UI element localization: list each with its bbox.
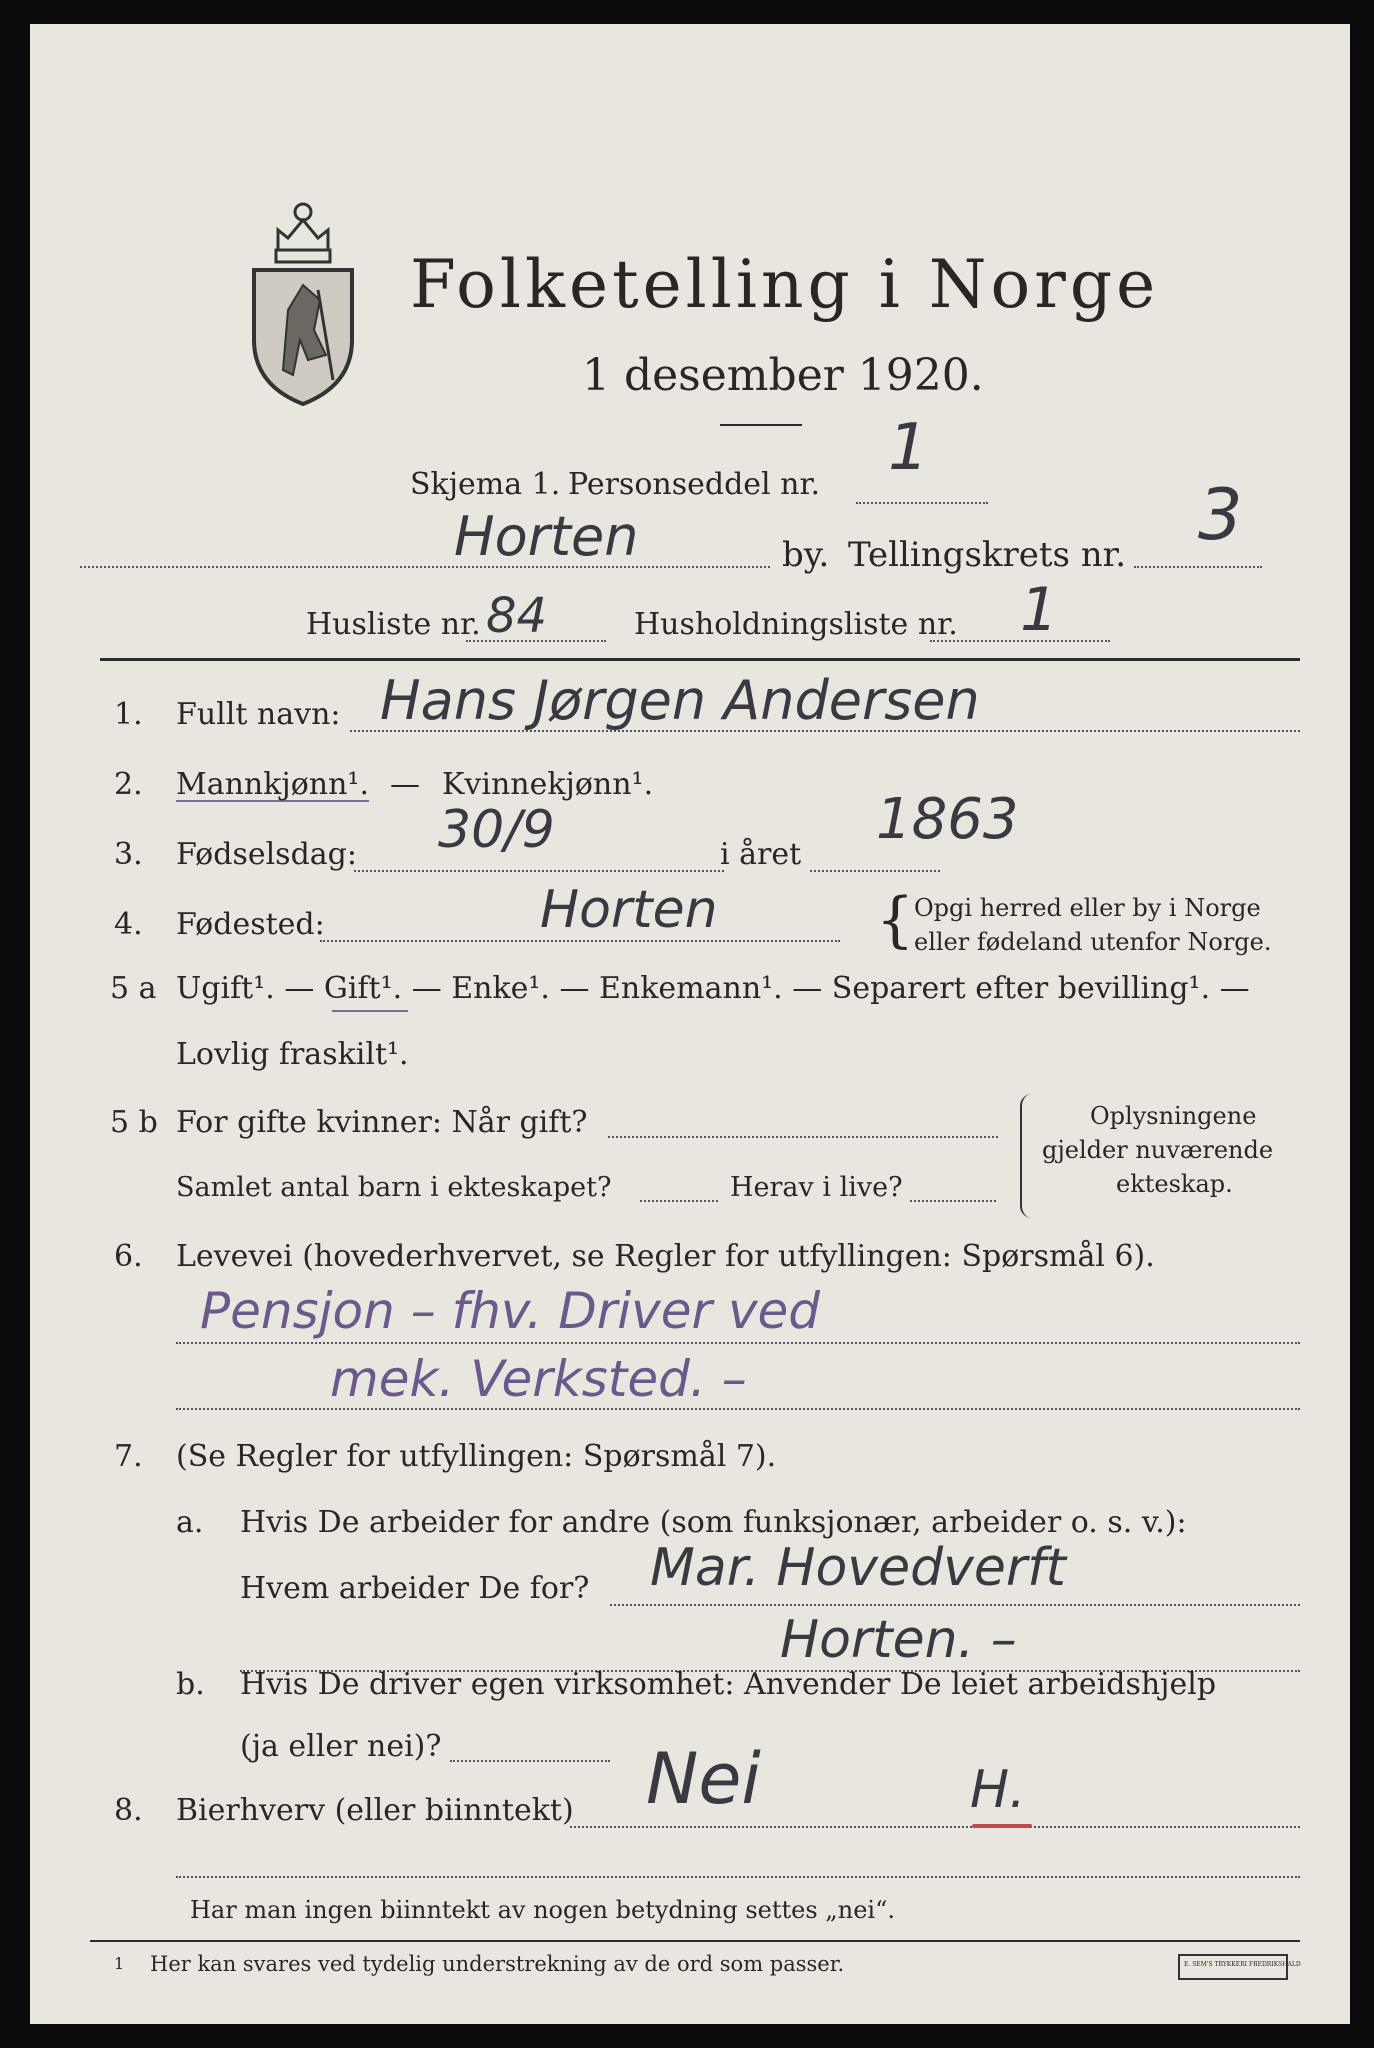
q7b-line [450,1760,610,1762]
skjema-label: Skjema 1. [410,467,561,502]
q8-line-1 [570,1826,1300,1828]
husholdning-label: Husholdningsliste nr. [634,607,958,642]
footnote-mark: 1 [114,1954,125,1973]
q8-value: Nei [646,1738,761,1820]
q5b-bracket [1020,1094,1036,1218]
q4-note-line1: Opgi herred eller by i Norge [914,894,1261,922]
q7a-letter: a. [176,1505,204,1540]
q5b-number: 5 b [110,1105,158,1140]
coat-of-arms-icon [248,190,358,408]
footer-divider [90,1940,1300,1942]
q3-label: Fødselsdag: [176,837,357,872]
q8-mark: H. [970,1760,1026,1820]
printer-stamp: E. SEM'S TRYKKERI FREDRIKSHALD [1178,1954,1288,1980]
q5b-live-line [910,1200,996,1202]
q2-number: 2. [114,767,143,802]
q6-value-line2: mek. Verksted. – [330,1350,747,1408]
husholdning-value: 1 [1020,575,1059,645]
q7b-line2: (ja eller nei)? [240,1729,442,1764]
q3-year-line [810,870,940,872]
q1-label: Fullt navn: [176,697,341,732]
q1-number: 1. [114,697,143,732]
q5b-label3: Herav i live? [730,1172,903,1203]
personseddel-label: Personseddel nr. [568,467,821,502]
q3-day-line [354,870,724,872]
q5b-label2: Samlet antal barn i ekteskapet? [176,1172,612,1203]
q7a-value1: Mar. Hovedverft [650,1538,1066,1598]
q5a-line2: Lovlig fraskilt¹. [176,1037,409,1072]
tellingskrets-value: 3 [1198,474,1243,556]
tellingskrets-line [1134,566,1262,568]
q6-value-line1: Pensjon – fhv. Driver ved [200,1282,821,1340]
q5b-note-line1: Oplysningene [1090,1102,1257,1130]
q5b-note-line2: gjelder nuværende [1042,1136,1274,1164]
tellingskrets-label: Tellingskrets nr. [848,535,1127,575]
q6-line1 [176,1342,1300,1344]
q6-line2 [176,1408,1300,1410]
q8-line-2 [176,1876,1300,1878]
footer-note: Har man ingen biinntekt av nogen betydning settes „nei“. [190,1896,895,1924]
q5b-gift-line [608,1136,998,1138]
title-divider [720,424,802,426]
q3-day-value: 30/9 [438,800,555,860]
q6-number: 6. [114,1239,143,1274]
q5b-label1: For gifte kvinner: Når gift? [176,1105,588,1140]
q7b-line1: Hvis De driver egen virksomhet: Anvender De leiet arbeidshjelp [240,1667,1217,1702]
q4-number: 4. [114,907,143,942]
q3-year-value: 1863 [876,787,1019,852]
q7a-line-1 [610,1604,1300,1606]
q2-female: Kvinnekjønn¹. [442,767,654,802]
personseddel-line [856,502,988,504]
q7a-line1: Hvis De arbeider for andre (som funksjonær, arbeider o. s. v.): [240,1505,1187,1540]
census-form [30,24,1350,2024]
husliste-value: 84 [486,588,548,644]
personseddel-value: 1 [888,411,929,485]
q5b-note-line3: ekteskap. [1116,1170,1233,1198]
q7-number: 7. [114,1439,143,1474]
form-date: 1 desember 1920. [582,350,984,401]
by-label: by. [782,535,830,575]
q5a-line1: Ugift¹. — Gift¹. — Enke¹. — Enkemann¹. — Separert efter bevilling¹. — [176,971,1250,1006]
q7b-letter: b. [176,1667,205,1702]
q5a-number: 5 a [110,971,157,1006]
q2-male: Mannkjønn¹. [176,767,369,802]
q6-label: Levevei (hovederhvervet, se Regler for utfyllingen: Spørsmål 6). [176,1239,1155,1274]
q8-label: Bierhverv (eller biinntekt) [176,1793,574,1828]
q8-red-mark [972,1824,1032,1828]
q4-note-line2: eller fødeland utenfor Norge. [914,928,1272,956]
header-divider [100,658,1300,661]
q3-year-label: i året [720,837,802,872]
q4-line [320,940,840,942]
footnote-text: Her kan svares ved tydelig understrekning av de ord som passer. [150,1952,845,1976]
q4-brace: { [876,885,915,955]
q7a-value2: Horten. – [780,1610,1017,1670]
q2-sep: — [390,767,420,802]
town-value: Horten [454,505,639,568]
q5a-gift-underline [332,1010,408,1012]
q4-value: Horten [540,880,718,940]
town-line [80,566,770,568]
q3-number: 3. [114,837,143,872]
q4-label: Fødested: [176,907,325,942]
q1-value: Hans Jørgen Andersen [380,669,980,732]
form-title: Folketelling i Norge [410,246,1160,323]
q5b-barn-line [640,1200,718,1202]
q8-number: 8. [114,1793,143,1828]
q7-label: (Se Regler for utfyllingen: Spørsmål 7). [176,1439,777,1474]
husliste-label: Husliste nr. [306,607,481,642]
q7a-line2: Hvem arbeider De for? [240,1571,590,1606]
